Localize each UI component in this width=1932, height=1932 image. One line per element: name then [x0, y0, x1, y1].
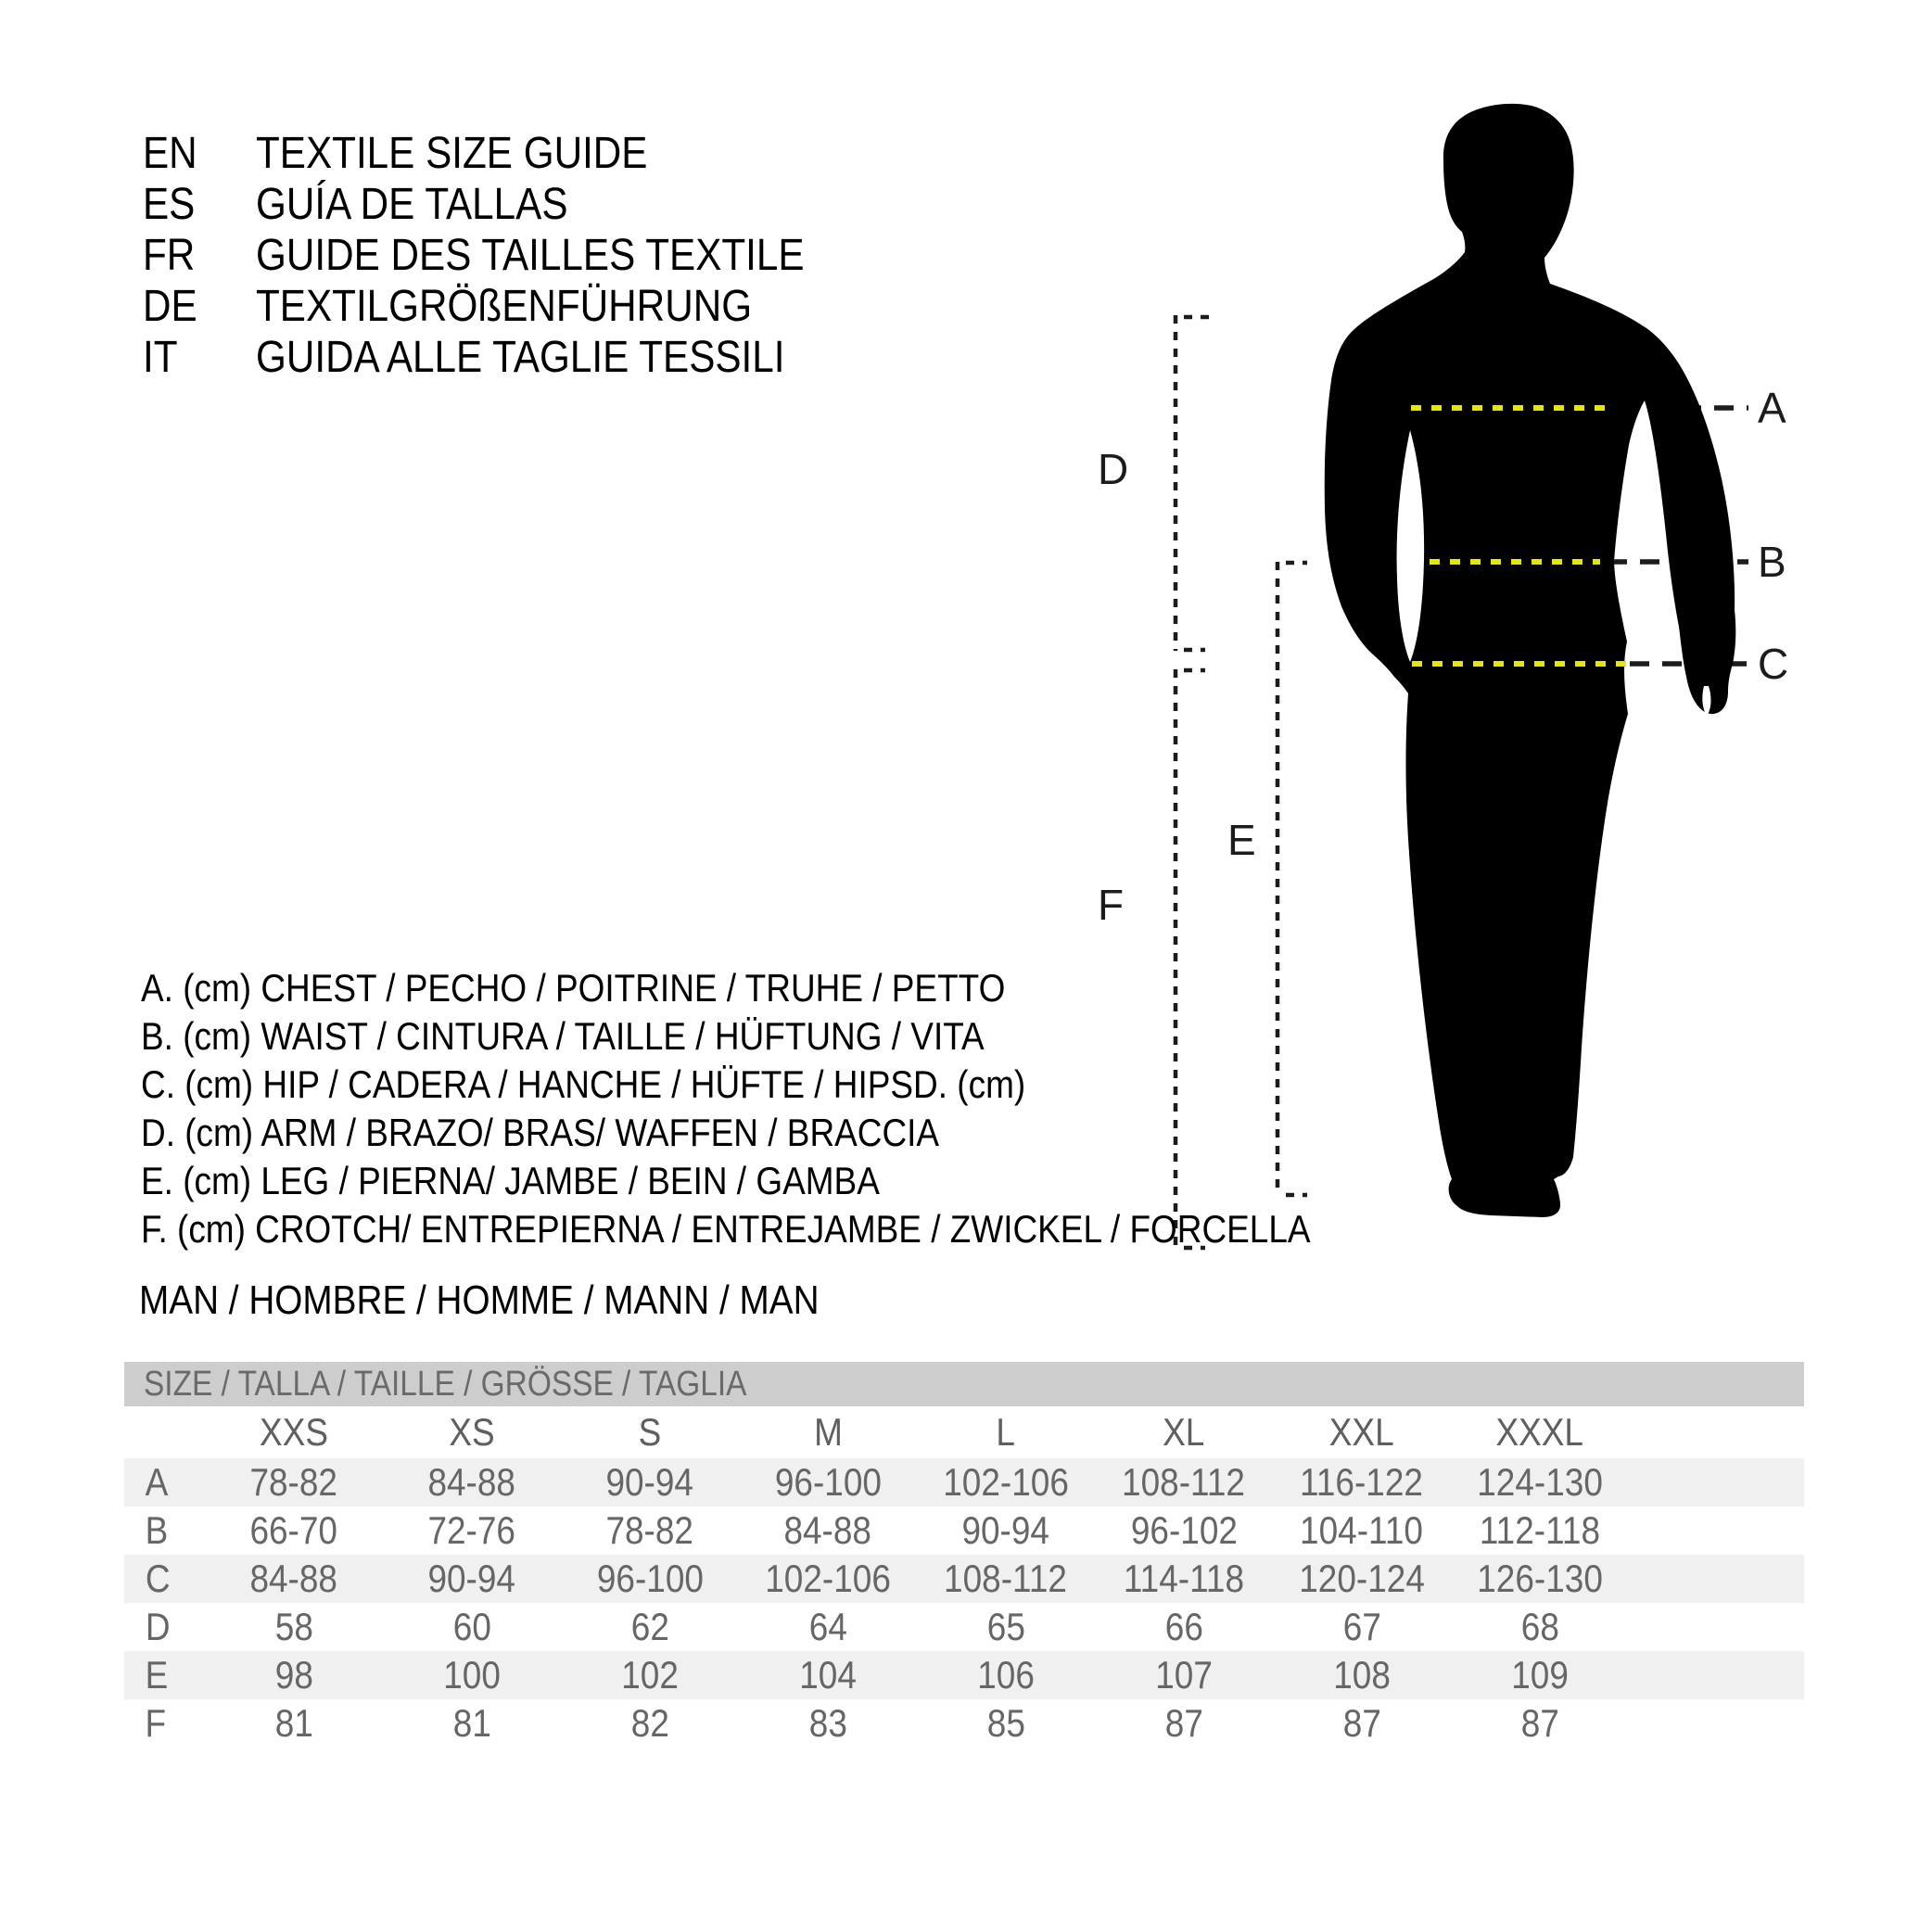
lang-code: IT	[143, 333, 178, 382]
legend-line-c: C. (cm) HIP / CADERA / HANCHE / HÜFTE / HIPSD. (cm)	[141, 1062, 1026, 1106]
row-label: F	[145, 1701, 167, 1745]
col-l: L	[996, 1410, 1016, 1454]
size-table-title: SIZE / TALLA / TAILLE / GRÖSSE / TAGLIA	[144, 1364, 747, 1404]
lang-title: GUIDE DES TAILLES TEXTILE	[256, 231, 805, 280]
legend-line-d: D. (cm) ARM / BRAZO/ BRAS/ WAFFEN / BRACCIA	[141, 1111, 940, 1154]
lang-code: DE	[143, 282, 197, 331]
label-f: F	[1098, 881, 1125, 929]
row-label: D	[145, 1605, 171, 1648]
label-b: B	[1758, 538, 1786, 586]
row-label: A	[145, 1460, 169, 1504]
size-table-header-bar	[124, 1362, 1804, 1406]
table-row-e: E 98 100 102 104 106 107 108 109	[124, 1651, 1804, 1699]
lang-title: GUÍA DE TALLAS	[256, 180, 568, 229]
lang-code: ES	[143, 180, 196, 229]
measurement-legend	[141, 964, 1470, 1253]
table-row-b: B 66-70 72-76 78-82 84-88 90-94 96-102 104-110 112-118	[145, 1508, 1601, 1552]
label-d: D	[1098, 445, 1129, 493]
col-xl: XL	[1163, 1410, 1205, 1454]
legend-line-e: E. (cm) LEG / PIERNA/ JAMBE / BEIN / GAMBA	[141, 1159, 880, 1202]
col-xs: XS	[449, 1410, 495, 1454]
col-xxs: XXS	[260, 1410, 328, 1454]
col-xxxl: XXXL	[1495, 1410, 1584, 1454]
row-label: E	[145, 1653, 169, 1697]
table-row-c: C 84-88 90-94 96-100 102-106 108-112 114-118 120-124 126-130	[124, 1555, 1804, 1603]
size-columns-row	[124, 1406, 1804, 1458]
table-row-f: F 81 81 82 83 85 87 87 87	[145, 1701, 1559, 1745]
table-row-a: A 78-82 84-88 90-94 96-100 102-106 108-112 116-122 124-130	[124, 1458, 1804, 1506]
size-table	[124, 1362, 1804, 1748]
col-s: S	[638, 1410, 662, 1454]
lang-title: TEXTILE SIZE GUIDE	[256, 129, 648, 178]
label-a: A	[1758, 384, 1786, 432]
lang-title: TEXTILGRÖßENFÜHRUNG	[256, 282, 753, 331]
col-xxl: XXL	[1329, 1410, 1394, 1454]
lang-title: GUIDA ALLE TAGLIE TESSILI	[256, 333, 785, 382]
label-c: C	[1758, 640, 1789, 688]
row-label: C	[145, 1557, 171, 1600]
legend-line-b: B. (cm) WAIST / CINTURA / TAILLE / HÜFTUNG / VITA	[141, 1014, 985, 1058]
lang-code: EN	[143, 129, 197, 178]
legend-line-a: A. (cm) CHEST / PECHO / POITRINE / TRUHE / PETTO	[141, 966, 1006, 1010]
row-label: B	[145, 1508, 169, 1552]
gender-heading: MAN / HOMBRE / HOMME / MANN / MAN	[139, 1277, 820, 1323]
lang-code: FR	[143, 231, 196, 280]
col-m: M	[813, 1410, 843, 1454]
table-row-d: D 58 60 62 64 65 66 67 68	[145, 1605, 1559, 1648]
label-e: E	[1227, 816, 1256, 864]
legend-line-f: F. (cm) CROTCH/ ENTREPIERNA / ENTREJAMBE / ZWICKEL / FORCELLA	[141, 1207, 1311, 1251]
